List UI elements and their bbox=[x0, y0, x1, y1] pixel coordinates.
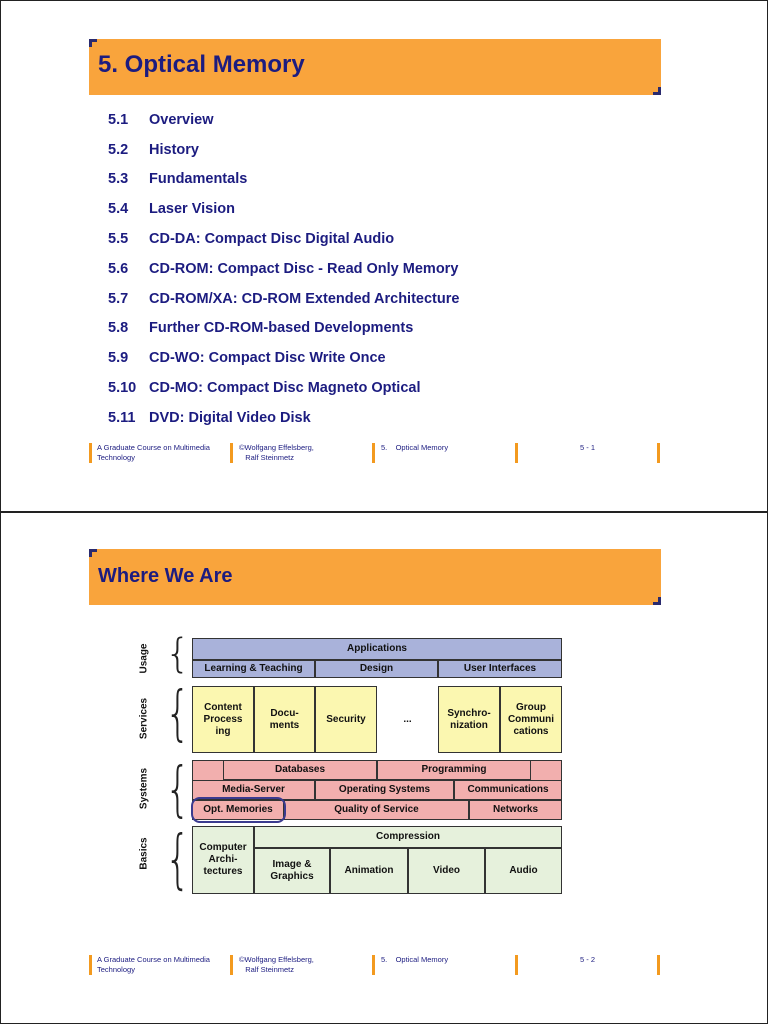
slide-2 bbox=[0, 512, 768, 1024]
design-cell: Design bbox=[315, 660, 438, 678]
content-processing-cell: Content Process ing bbox=[192, 686, 254, 753]
footer-page-number: 5 - 2 bbox=[580, 955, 596, 964]
title-corner-mark bbox=[653, 87, 661, 95]
media-server-cell: Media-Server bbox=[192, 780, 315, 800]
layer-diagram bbox=[131, 633, 571, 898]
applications-cell: Applications bbox=[192, 638, 562, 660]
layer-label-systems: Systems bbox=[138, 767, 150, 810]
brace-usage: { bbox=[165, 631, 191, 677]
footer-divider bbox=[657, 955, 660, 975]
footer-authors: ©Wolfgang Effelsberg, Ralf Steinmetz bbox=[239, 443, 314, 462]
title-corner-mark bbox=[89, 549, 97, 557]
footer-divider bbox=[372, 955, 375, 975]
synchronization-cell: Synchro- nization bbox=[438, 686, 500, 753]
computer-architectures-cell: Computer Archi- tectures bbox=[192, 826, 254, 894]
communications-cell: Communications bbox=[454, 780, 562, 800]
footer-divider bbox=[89, 955, 92, 975]
networks-cell: Networks bbox=[469, 800, 562, 820]
security-cell: Security bbox=[315, 686, 377, 753]
slide-title-box bbox=[89, 549, 661, 605]
programming-cell: Programming bbox=[377, 760, 531, 780]
toc-item[interactable] bbox=[108, 105, 459, 135]
slide-footer bbox=[89, 953, 669, 977]
layer-label-basics: Basics bbox=[138, 837, 150, 870]
toc-label: CD-ROM: Compact Disc - Read Only Memory bbox=[149, 260, 459, 277]
toc-item[interactable] bbox=[108, 135, 459, 165]
learning-teaching-cell: Learning & Teaching bbox=[192, 660, 315, 678]
toc-number: 5.9 bbox=[108, 350, 129, 367]
footer-course: A Graduate Course on Multimedia Technology bbox=[97, 443, 210, 462]
toc-number: 5.3 bbox=[108, 171, 129, 188]
footer-divider bbox=[230, 443, 233, 463]
toc-label: CD-DA: Compact Disc Digital Audio bbox=[149, 231, 395, 248]
toc-item[interactable] bbox=[108, 254, 459, 284]
slide-title: 5. Optical Memory bbox=[98, 51, 305, 78]
video-cell: Video bbox=[408, 848, 485, 894]
quality-of-service-cell: Quality of Service bbox=[284, 800, 469, 820]
footer-page-number: 5 - 1 bbox=[580, 443, 596, 452]
footer-divider bbox=[515, 443, 518, 463]
opt-memories-cell: Opt. Memories bbox=[192, 800, 284, 820]
layer-label-usage: Usage bbox=[138, 643, 150, 674]
toc-number: 5.5 bbox=[108, 231, 129, 248]
toc-item[interactable] bbox=[108, 403, 459, 433]
footer-chapter: 5. Optical Memory bbox=[381, 955, 449, 964]
image-graphics-cell: Image & Graphics bbox=[254, 848, 330, 894]
documents-cell: Docu- ments bbox=[254, 686, 315, 753]
toc-label: CD-ROM/XA: CD-ROM Extended Architecture bbox=[149, 290, 460, 307]
toc-label: Further CD-ROM-based Developments bbox=[149, 320, 414, 337]
slide-title-box bbox=[89, 39, 661, 95]
toc-label: DVD: Digital Video Disk bbox=[149, 409, 311, 426]
slide-title: Where We Are bbox=[98, 565, 233, 587]
footer-divider bbox=[515, 955, 518, 975]
current-topic-highlight bbox=[191, 797, 286, 823]
toc-label: Laser Vision bbox=[149, 201, 235, 218]
table-of-contents bbox=[108, 105, 459, 433]
brace-systems: { bbox=[165, 755, 191, 825]
toc-item[interactable] bbox=[108, 165, 459, 195]
toc-label: History bbox=[149, 141, 199, 158]
animation-cell: Animation bbox=[330, 848, 408, 894]
toc-item[interactable] bbox=[108, 284, 459, 314]
footer-divider bbox=[230, 955, 233, 975]
databases-cell: Databases bbox=[223, 760, 377, 780]
toc-number: 5.1 bbox=[108, 111, 129, 128]
toc-number: 5.2 bbox=[108, 141, 129, 158]
operating-systems-cell: Operating Systems bbox=[315, 780, 454, 800]
toc-item[interactable] bbox=[108, 373, 459, 403]
audio-cell: Audio bbox=[485, 848, 562, 894]
toc-item[interactable] bbox=[108, 343, 459, 373]
footer-authors: ©Wolfgang Effelsberg, Ralf Steinmetz bbox=[239, 955, 314, 974]
layer-label-services: Services bbox=[138, 697, 150, 740]
toc-number: 5.8 bbox=[108, 320, 129, 337]
slide-footer bbox=[89, 441, 669, 465]
brace-basics: { bbox=[165, 823, 191, 897]
compression-cell: Compression bbox=[254, 826, 562, 848]
title-corner-mark bbox=[653, 597, 661, 605]
footer-chapter: 5. Optical Memory bbox=[381, 443, 449, 452]
toc-number: 5.4 bbox=[108, 201, 129, 218]
group-communications-cell: Group Communi cations bbox=[500, 686, 562, 753]
toc-item[interactable] bbox=[108, 314, 459, 344]
toc-label: Overview bbox=[149, 111, 214, 128]
toc-label: CD-WO: Compact Disc Write Once bbox=[149, 350, 386, 367]
toc-number: 5.7 bbox=[108, 290, 129, 307]
toc-number: 5.11 bbox=[108, 409, 136, 426]
footer-divider bbox=[657, 443, 660, 463]
footer-course: A Graduate Course on Multimedia Technology bbox=[97, 955, 210, 974]
brace-services: { bbox=[165, 679, 191, 749]
toc-label: CD-MO: Compact Disc Magneto Optical bbox=[149, 380, 421, 397]
toc-number: 5.6 bbox=[108, 260, 129, 277]
toc-item[interactable] bbox=[108, 194, 459, 224]
footer-divider bbox=[89, 443, 92, 463]
toc-label: Fundamentals bbox=[149, 171, 248, 188]
toc-item[interactable] bbox=[108, 224, 459, 254]
ellipsis-cell: ... bbox=[403, 713, 412, 725]
user-interfaces-cell: User Interfaces bbox=[438, 660, 562, 678]
footer-divider bbox=[372, 443, 375, 463]
title-corner-mark bbox=[89, 39, 97, 47]
toc-number: 5.10 bbox=[108, 380, 137, 397]
